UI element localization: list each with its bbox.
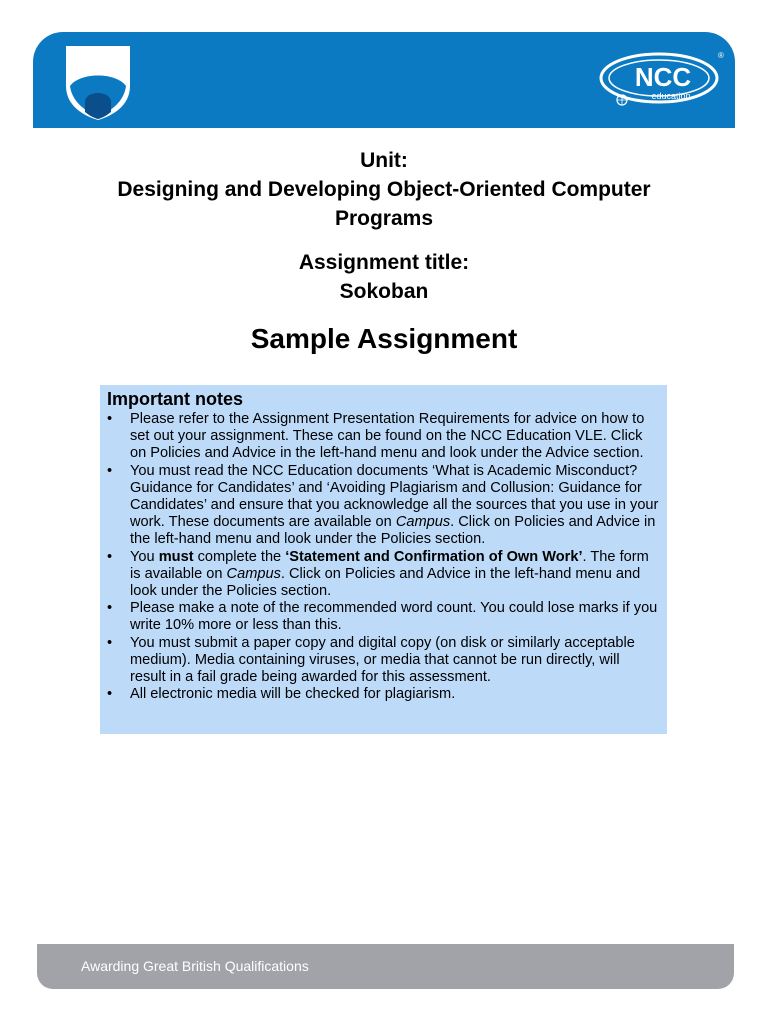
unit-title: Designing and Developing Object-Oriented Computer Programs [117, 178, 651, 230]
note-text: . Click on Policies and Advice in the left-hand menu and look under the Policies section. [130, 514, 656, 548]
unit-label: Unit: [360, 149, 408, 172]
note-text: . Click on Policies and Advice in the left-hand menu and look under the Policies section. [130, 565, 641, 600]
bullet-icon: • [107, 462, 113, 479]
note-text: complete the [193, 548, 286, 565]
note-text: You must submit a paper copy and digital copy (on disk or similarly acceptable medium). Media containing viruses, or media that cannot be run directly, will result in a fail grade being awarded for this assessment. [130, 634, 635, 686]
statement-title: ‘Statement and Confirmation of Own Work’ [285, 548, 583, 565]
note-text: Please make a note of the recommended word count. You could lose marks if you write 10% more or less than this. [130, 600, 658, 634]
list-item [107, 549, 659, 601]
header-band [33, 32, 735, 128]
note-text: You must read the NCC Education documents ‘What is Academic Misconduct? Guidance for Candidates’ and ‘Avoiding Plagiarism and Collusion: Guidance for Candidates’ and ensure that you acknowledge all the sources that you use in your work. These documents are available on [130, 462, 659, 531]
note-text: Please refer to the Assignment Presentation Requirements for advice on how to set out your assignment. These can be found on the NCC Education VLE. Click on Policies and Advice in the left-hand menu and look under the Advice section. [130, 411, 645, 462]
bullet-icon: • [107, 634, 113, 651]
assignment-title: Sokoban [339, 280, 429, 303]
note-text: You [130, 548, 159, 565]
title-block [0, 146, 768, 356]
crest-logo-icon [66, 46, 130, 120]
note-text: All electronic media will be checked for plagiarism. [130, 686, 456, 703]
bullet-icon: • [107, 548, 113, 565]
svg-text:education: education [651, 91, 691, 101]
list-item [107, 686, 659, 703]
assignment-title-label: Assignment title: [298, 251, 470, 274]
important-notes-heading: Important notes [107, 389, 244, 409]
footer-tagline: Awarding Great British Qualifications [81, 958, 309, 974]
important-notes-list [107, 411, 659, 703]
list-item [107, 463, 659, 549]
svg-text:®: ® [718, 51, 724, 60]
list-item [107, 411, 659, 463]
footer-band [37, 944, 734, 989]
campus-link-text: Campus [226, 565, 281, 582]
important-notes-box [100, 385, 667, 734]
bullet-icon: • [107, 686, 113, 703]
campus-link-text: Campus [395, 514, 451, 531]
note-text: . The form is available on [130, 548, 649, 582]
bullet-icon: • [107, 600, 113, 617]
assignment-block [0, 248, 768, 306]
bullet-icon: • [107, 411, 113, 427]
ncc-education-logo-icon [593, 48, 733, 112]
list-item [107, 635, 659, 687]
list-item [107, 600, 659, 634]
svg-text:NCC: NCC [634, 62, 692, 92]
emphasis-must: must [158, 548, 194, 565]
sample-assignment-heading: Sample Assignment [250, 323, 518, 354]
